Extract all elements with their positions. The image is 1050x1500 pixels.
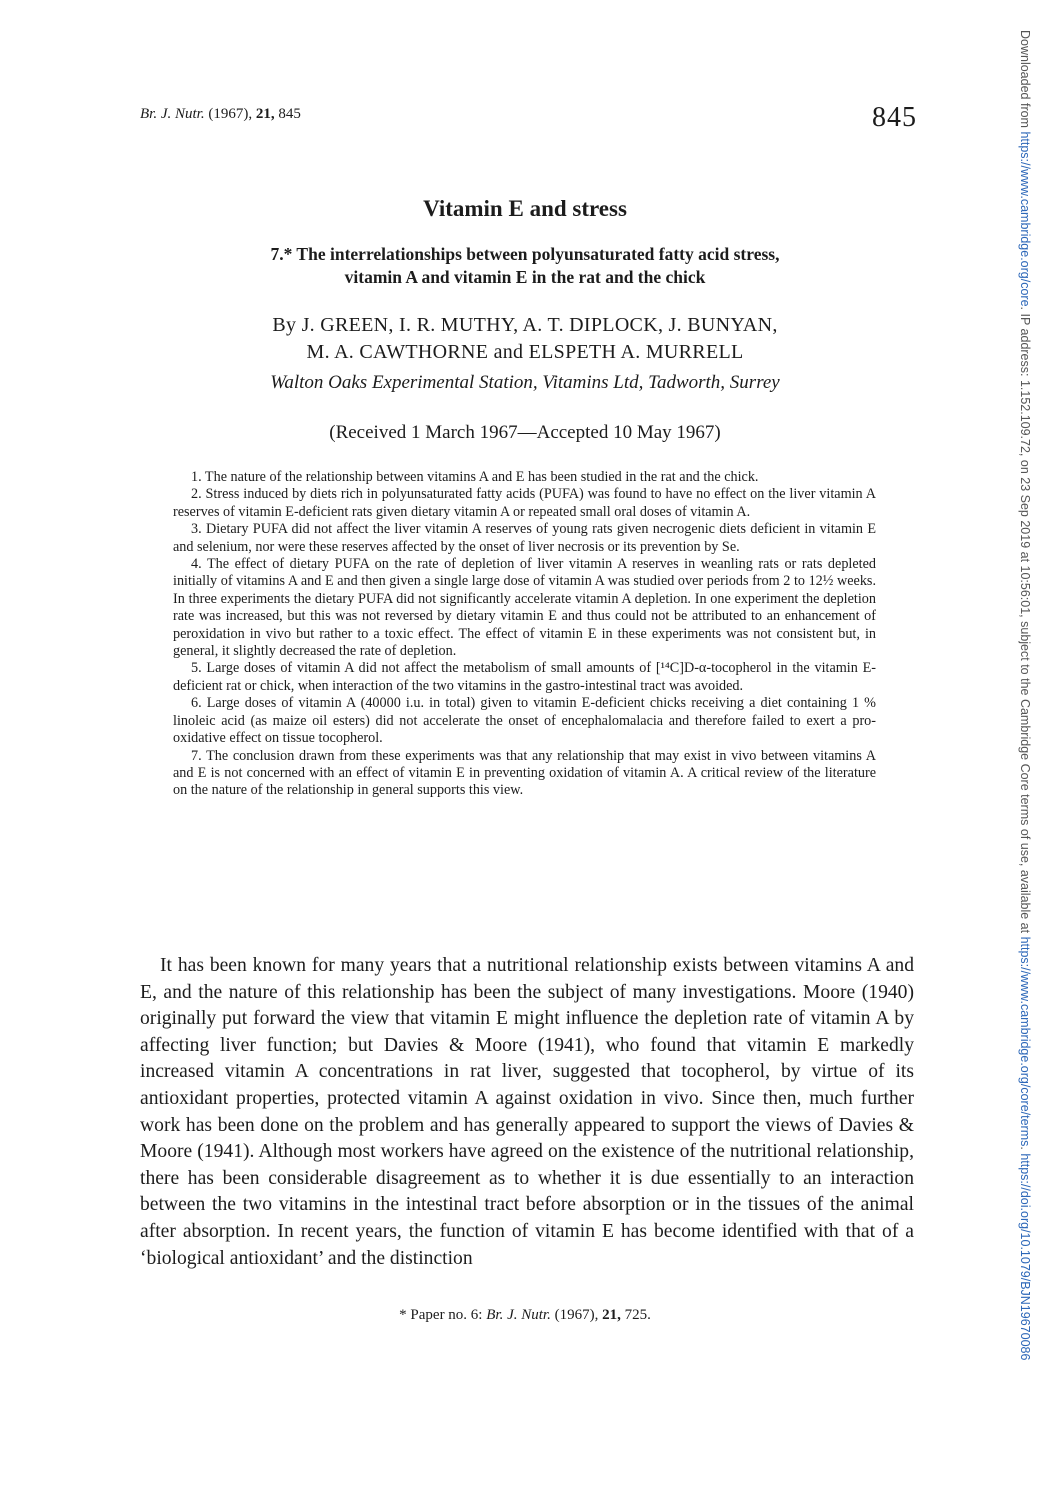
footnote-volume: 21, <box>602 1307 621 1323</box>
article-subtitle <box>180 243 870 289</box>
cambridge-core-link[interactable]: https://www.cambridge.org/core <box>1018 131 1032 307</box>
journal-abbrev: Br. J. Nutr. <box>140 106 205 122</box>
cambridge-terms-link[interactable]: https://www.cambridge.org/core/terms <box>1018 936 1032 1147</box>
subtitle-line: 7.* The interrelationships between polyunsaturated fatty acid stress, <box>270 244 780 264</box>
footnote-prefix: * Paper no. 6: <box>399 1307 487 1323</box>
abstract-item: 5. Large doses of vitamin A did not affect the metabolism of small amounts of [¹⁴C]D-α-tocopherol in the vitamin E-deficient rat or chick, when interaction of the two vitamins in the gastro-intestinal tract was avoided. <box>173 660 876 694</box>
body-text <box>140 953 914 1272</box>
abstract-item: 3. Dietary PUFA did not affect the liver vitamin A reserves of young rats given necrogenic diets deficient in vitamin E and selenium, nor were these reserves affected by the onset of liver necrosis or its prevention by Se. <box>173 521 876 555</box>
abstract-item: 2. Stress induced by diets rich in polyunsaturated fatty acids (PUFA) was found to have no effect on the liver vitamin A reserves of vitamin E-deficient rats given dietary vitamin A or repeated small oral doses of vitamin A. <box>173 486 876 520</box>
page-number: 845 <box>872 102 917 133</box>
body-paragraph: It has been known for many years that a nutritional relationship exists between vitamins A and E, and the nature of this relationship has been the subject of many investigations. Moore (1940) originally put forward the view that vitamin E might influence the depletion rate of vitamin A by affecting liver function; but Davies & Moore (1941), who found that vitamin E markedly increased vitamin A concentrations in rat liver, suggested that tocopherol, by virtue of its antioxidant properties, protected vitamin A against oxidation in vivo. Since then, much further work has been done on the problem and has generally appeared to support the views of Davies & Moore (1941). Although most workers have agreed on the existence of the nutritional relationship, there has been considerable disagreement as to whether it is due essentially to an interaction between the two vitamins in the intestinal tract before absorption or in the tissues of the animal after absorption. In recent years, the function of vitamin E has become identified with that of a ‘biological antioxidant’ and the distinction <box>140 955 914 1269</box>
authors-line: By J. GREEN, I. R. MUTHY, A. T. DIPLOCK, J. BUNYAN, <box>272 314 778 336</box>
subtitle-line: vitamin A and vitamin E in the rat and the chick <box>344 267 706 287</box>
journal-reference <box>140 106 301 123</box>
download-notice-separator: . <box>1018 1146 1032 1154</box>
download-notice <box>1013 30 1037 1470</box>
abstract-item: 6. Large doses of vitamin A (40000 i.u. in total) given to vitamin E-deficient chicks receiving a diet containing 1 % linoleic acid (as maize oil esters) did not accelerate the onset of encephalomalacia and therefore failed to exert a pro-oxidative effect on tissue tocopherol. <box>173 695 876 747</box>
journal-year: (1967), <box>208 106 253 122</box>
affiliation: Walton Oaks Experimental Station, Vitamins Ltd, Tadworth, Surrey <box>270 372 780 393</box>
footnote-journal: Br. J. Nutr. <box>486 1307 551 1323</box>
footnote-page: 725. <box>624 1307 651 1323</box>
author-list <box>150 312 900 366</box>
abstract-item: 7. The conclusion drawn from these experiments was that any relationship that may exist in vivo between vitamins A and E is not concerned with an effect of vitamin E in preventing oxidation of vitamin A. A critical review of the literature on the nature of the relationship in general supports this view. <box>173 747 876 799</box>
download-notice-prefix: Downloaded from <box>1018 30 1032 132</box>
journal-volume: 21, <box>255 106 275 122</box>
article-title: Vitamin E and stress <box>423 196 627 221</box>
received-dates: (Received 1 March 1967—Accepted 10 May 1967) <box>329 422 721 443</box>
journal-page-ref: 845 <box>278 106 301 122</box>
doi-link[interactable]: https://doi.org/10.1079/BJN19670086 <box>1018 1153 1032 1361</box>
download-notice-middle: . IP address: 1.152.109.72, on 23 Sep 2019 at 10:56:01, subject to the Cambridge Core terms of use, available at <box>1018 306 1032 937</box>
abstract-item: 4. The effect of dietary PUFA on the rate of depletion of liver vitamin A reserves in weanling rats or rats depleted initially of vitamins A and E and then given a single large dose of vitamin A was studied over periods from 2 to 12½ weeks. In three experiments the dietary PUFA did not significantly accelerate vitamin A depletion. In one experiment the depletion rate was increased, but this was not reversed by dietary vitamin E and thus could not be attributed to an enhancement of peroxidation in vivo but rather to a toxic effect. The effect of vitamin E in these experiments was not consistent but, in general, it slightly decreased the rate of depletion. <box>173 556 876 660</box>
footnote <box>0 1307 1050 1324</box>
authors-line: M. A. CAWTHORNE and ELSPETH A. MURRELL <box>306 341 744 363</box>
footnote-year: (1967), <box>554 1307 599 1323</box>
abstract <box>173 469 876 800</box>
abstract-item: 1. The nature of the relationship between vitamins A and E has been studied in the rat and the chick. <box>191 469 759 485</box>
